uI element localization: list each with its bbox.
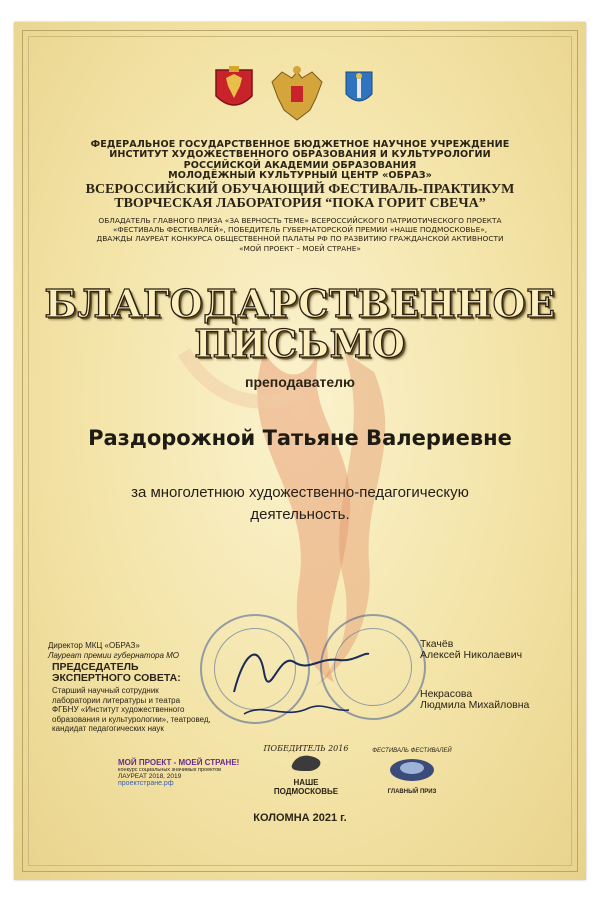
chair-description-line: ФГБНУ «Институт художественного	[52, 705, 185, 714]
organization-line: ФЕДЕРАЛЬНОЕ ГОСУДАРСТВЕННОЕ БЮДЖЕТНОЕ НАУЧНОЕ УЧРЕЖДЕНИЕ	[90, 139, 510, 150]
award-reason	[14, 482, 586, 526]
nashe-podmoskovye-logo	[256, 744, 356, 796]
recipient-role: преподавателю	[245, 374, 355, 390]
chair-name	[420, 689, 529, 711]
awards-line: ОБЛАДАТЕЛЬ ГЛАВНОГО ПРИЗА «ЗА ВЕРНОСТЬ ТЕМЕ» ВСЕРОССИЙСКОГО ПАТРИОТИЧЕСКОГО ПРОЕКТА	[98, 216, 502, 225]
awards-line: «ФЕСТИВАЛЬ ФЕСТИВАЛЕЙ», ПОБЕДИТЕЛЬ ГУБЕРНАТОРСКОЙ ПРЕМИИ «НАШЕ ПОДМОСКОВЬЕ»,	[112, 225, 488, 235]
chair-given-name: Людмила Михайловна	[420, 699, 530, 711]
chair-surname: Некрасова	[420, 688, 473, 700]
festival-disc-icon	[387, 754, 437, 784]
my-project-logo	[118, 758, 258, 787]
podmoskovye-label: ПОДМОСКОВЬЕ	[273, 787, 339, 796]
my-project-url: проектстране.рф	[118, 780, 174, 787]
chair-title-line: ПРЕДСЕДАТЕЛЬ	[52, 661, 139, 673]
organization-line: МОЛОДЁЖНЫЙ КУЛЬТУРНЫЙ ЦЕНТР «ОБРАЗ»	[168, 170, 432, 182]
map-silhouette-icon	[288, 753, 324, 773]
awards-line: «МОЙ ПРОЕКТ – МОЕЙ СТРАНЕ»	[239, 243, 361, 253]
title-line: БЛАГОДАРСТВЕННОЕ	[44, 281, 556, 326]
festival-of-festivals-logo	[372, 748, 452, 795]
recipient-name: Раздорожной Татьяне Валериевне	[88, 426, 512, 450]
my-project-title: МОЙ ПРОЕКТ - МОЕЙ СТРАНЕ!	[118, 758, 240, 767]
director-signature	[224, 632, 374, 722]
director-surname: Ткачёв	[420, 638, 454, 650]
director-name	[420, 639, 522, 661]
chair-description-line: лаборатории литературы и театра	[52, 695, 181, 705]
winner-label: ПОБЕДИТЕЛЬ 2016	[263, 744, 349, 753]
my-project-subtitle: конкурс социальных значимых проектов	[118, 767, 222, 773]
kolomna-emblem-icon	[344, 70, 374, 108]
document-title	[14, 281, 586, 366]
chair-description	[52, 686, 211, 734]
director-title-line: Лауреат премии губернатора МО	[48, 650, 180, 660]
nashe-label: НАШЕ	[293, 778, 319, 787]
chair-description-line: Старший научный сотрудник	[52, 686, 159, 695]
director-title	[48, 641, 179, 660]
organization-line: ИНСТИТУТ ХУДОЖЕСТВЕННОГО ОБРАЗОВАНИЯ И КУЛЬТУРОЛОГИИ	[109, 149, 491, 161]
chair-title-line: ЭКСПЕРТНОГО СОВЕТА:	[52, 672, 181, 684]
reason-line: за многолетнюю художественно-педагогическую	[131, 484, 469, 501]
chair-description-line: образования и культурологии», театровед,	[52, 714, 211, 724]
moscow-region-emblem-icon	[212, 66, 256, 114]
festival-name	[14, 183, 586, 211]
director-given-name: Алексей Николаевич	[420, 649, 523, 661]
festival-logo-label: ФЕСТИВАЛЬ ФЕСТИВАЛЕЙ	[372, 748, 452, 754]
awards-text	[14, 216, 586, 253]
my-project-laureate: ЛАУРЕАТ 2018, 2019	[118, 773, 182, 780]
certificate-sheet	[14, 22, 586, 880]
title-line: ПИСЬМО	[194, 321, 406, 366]
awards-line: ДВАЖДЫ ЛАУРЕАТ КОНКУРСА ОБЩЕСТВЕННОЙ ПАЛАТЫ РФ ПО РАЗВИТИЮ ГРАЖДАНСКОЙ АКТИВНОСТИ	[96, 234, 504, 244]
director-title-line: Директор МКЦ «ОБРАЗ»	[48, 641, 140, 650]
reason-line: деятельность.	[250, 506, 350, 523]
chair-title	[52, 662, 181, 684]
organization-name	[14, 140, 586, 182]
grand-prix-label: ГЛАВНЫЙ ПРИЗ	[387, 789, 437, 795]
place-and-date: КОЛОМНА 2021 г.	[253, 812, 347, 824]
russia-coat-of-arms-icon	[266, 64, 328, 128]
chair-description-line: кандидат педагогических наук	[52, 724, 164, 733]
organization-line: РОССИЙСКОЙ АКАДЕМИИ ОБРАЗОВАНИЯ	[183, 159, 417, 171]
festival-line: ТВОРЧЕСКАЯ ЛАБОРАТОРИЯ “ПОКА ГОРИТ СВЕЧА”	[114, 196, 486, 211]
festival-line: ВСЕРОССИЙСКИЙ ОБУЧАЮЩИЙ ФЕСТИВАЛЬ-ПРАКТИКУМ	[85, 182, 515, 197]
